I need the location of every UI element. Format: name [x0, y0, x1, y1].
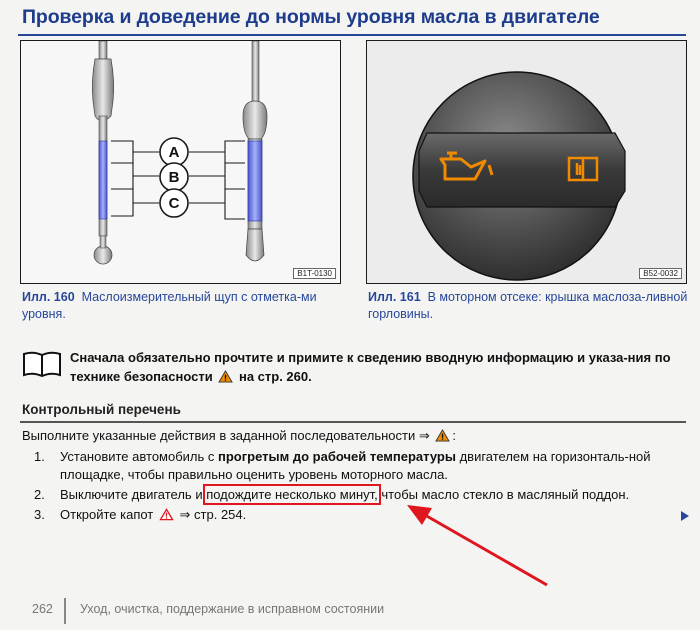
item-text: Установите автомобиль с: [60, 449, 215, 464]
item-bold-text: прогретым до рабочей температуры: [218, 449, 456, 464]
caption-figure-160: [22, 289, 342, 323]
caption-figure-161: [368, 289, 688, 323]
notice-page-link[interactable]: на стр. 260.: [238, 369, 312, 384]
footer-divider: [64, 598, 66, 624]
dipstick-illustration: [21, 41, 340, 283]
oil-cap-illustration: [367, 41, 686, 283]
page-number: 262: [32, 602, 53, 616]
item-text: Откройте капот: [60, 507, 154, 522]
checklist: [22, 448, 682, 526]
list-item: [22, 486, 682, 504]
figure-code: B1T-0130: [293, 268, 336, 279]
warning-outline-icon: [159, 508, 174, 521]
page-title: Проверка и доведение до нормы уровня масла в двигателе: [22, 6, 600, 28]
caption-number: Илл. 161: [368, 290, 421, 304]
warning-icon: [435, 429, 450, 442]
footer-chapter: Уход, очистка, поддержание в исправном состоянии: [80, 602, 385, 616]
caption-text: В моторном отсеке: крышка маслоза-ливной горловины.: [368, 290, 688, 321]
figure-code: B52-0032: [639, 268, 682, 279]
mark-a: A: [168, 144, 180, 161]
notice-text: Сначала обязательно прочтите и примите к сведению вводную информацию и указа-ния по технике безопасности: [70, 350, 671, 384]
caption-text: Маслоизмерительный щуп с отметка-ми уровня.: [22, 290, 317, 321]
safety-notice: [70, 348, 680, 386]
figure-dipstick: [20, 40, 341, 284]
item-number: 2.: [34, 487, 45, 502]
list-item: [22, 506, 682, 524]
item-text: двигателем на горизонталь-ной площадке, чтобы правильно оценить уровень моторного масла.: [60, 449, 651, 482]
section-heading: Контрольный перечень: [22, 402, 181, 417]
intro-text: Выполните указанные действия в заданной последовательности ⇒: [22, 428, 430, 443]
caption-number: Илл. 160: [22, 290, 75, 304]
warning-icon: [218, 370, 233, 383]
figure-oil-cap: [366, 40, 687, 284]
mark-b: B: [168, 169, 180, 186]
item-text: чтобы масло стекло в масляный поддон.: [381, 487, 630, 502]
book-icon: [22, 350, 62, 378]
section-intro: Выполните указанные действия в заданной последовательности ⇒ :: [22, 428, 456, 443]
item-number: 3.: [34, 507, 45, 522]
list-item: [22, 448, 682, 484]
item-text: Выключите двигатель и: [60, 487, 203, 502]
mark-c: C: [168, 195, 180, 212]
section-rule: [20, 421, 686, 423]
highlighted-text: подождите несколько минут,: [206, 487, 378, 502]
title-rule: [18, 34, 686, 36]
item-page-link[interactable]: ⇒ стр. 254.: [179, 507, 247, 522]
next-page-icon[interactable]: [681, 511, 689, 521]
item-number: 1.: [34, 449, 45, 464]
